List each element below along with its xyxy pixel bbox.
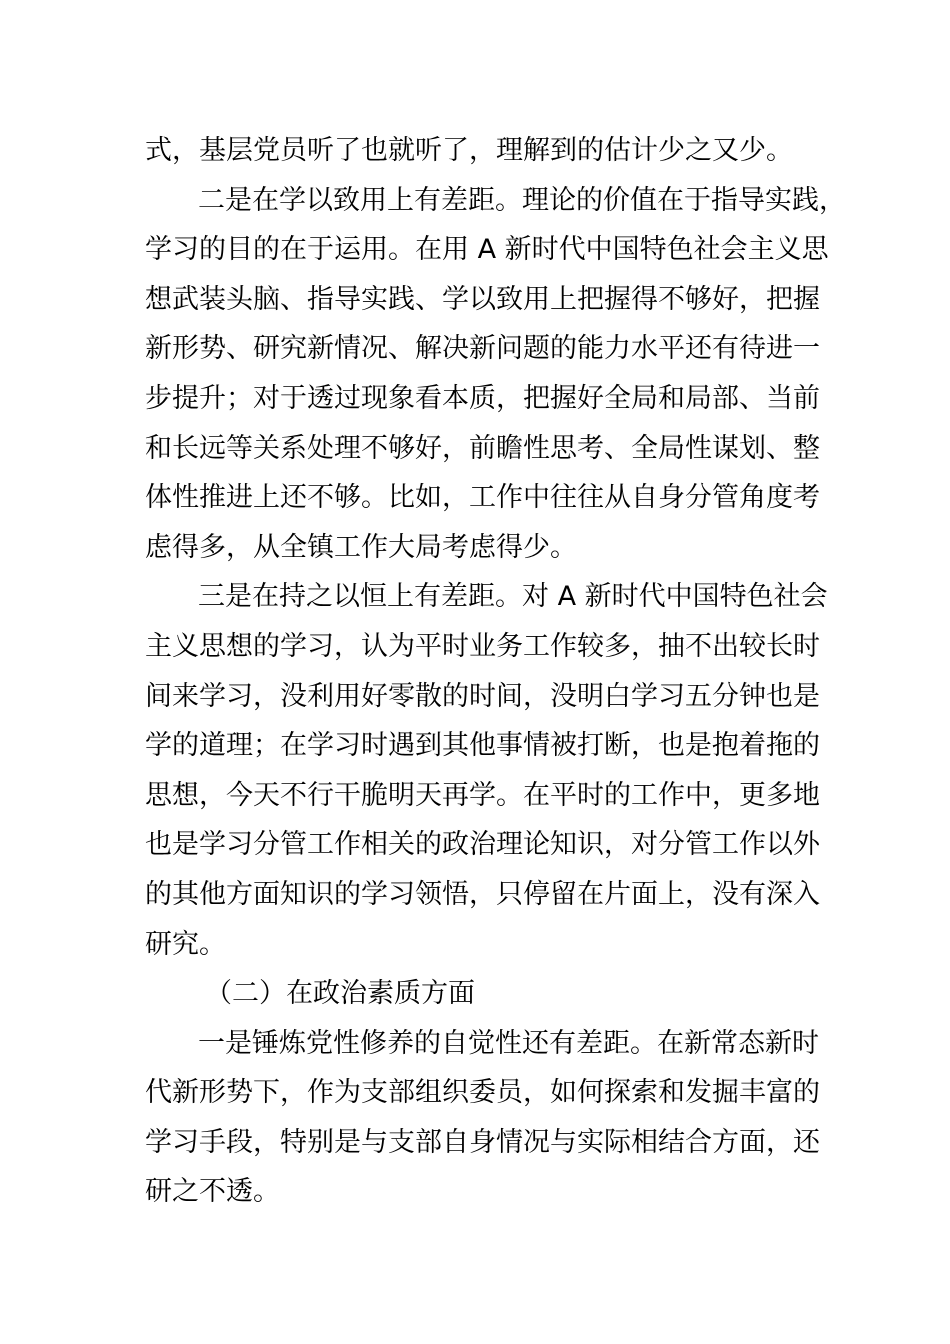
text-line: 也是学习分管工作相关的政治理论知识，对分管工作以外 xyxy=(145,829,820,861)
text-line: 间来学习，没利用好零散的时间，没明白学习五分钟也是 xyxy=(145,680,820,712)
text-line: 虑得多，从全镇工作大局考虑得少。 xyxy=(145,531,577,563)
text-line: 新形势、研究新情况、解决新问题的能力水平还有待进一 xyxy=(145,333,820,365)
text-line: 式，基层党员听了也就听了，理解到的估计少之又少。 xyxy=(145,135,793,166)
paragraph-start-line: 三是在持之以恒上有差距。对 A 新时代中国特色社会 xyxy=(198,581,828,613)
text-line: 和长远等关系处理不够好，前瞻性思考、全局性谋划、整 xyxy=(145,432,820,464)
text-line: 研究。 xyxy=(145,928,226,960)
text-line: 的其他方面知识的学习领悟，只停留在片面上，没有深入 xyxy=(145,878,820,910)
paragraph-start-line: 二是在学以致用上有差距。理论的价值在于指导实践， xyxy=(198,184,846,216)
text-line: 学的道理；在学习时遇到其他事情被打断，也是抱着拖的 xyxy=(145,730,820,762)
text-line: 主义思想的学习，认为平时业务工作较多，抽不出较长时 xyxy=(145,630,820,662)
document-body xyxy=(145,126,846,1217)
text-line: 代新形势下，作为支部组织委员，如何探索和发掘丰富的 xyxy=(145,1077,820,1109)
text-line: 步提升；对于透过现象看本质，把握好全局和局部、当前 xyxy=(145,382,820,414)
text-line: 学习手段，特别是与支部自身情况与实际相结合方面，还 xyxy=(145,1126,820,1158)
paragraph-start-line: 一是锤炼党性修养的自觉性还有差距。在新常态新时 xyxy=(198,1027,819,1059)
text-line: 想武装头脑、指导实践、学以致用上把握得不够好，把握 xyxy=(145,283,820,315)
section-heading: （二）在政治素质方面 xyxy=(205,978,475,1010)
text-line: 体性推进上还不够。比如，工作中往往从自身分管角度考 xyxy=(145,482,820,514)
text-line: 研之不透。 xyxy=(145,1176,280,1208)
text-line: 思想，今天不行干脆明天再学。在平时的工作中，更多地 xyxy=(145,779,820,811)
text-line: 学习的目的在于运用。在用 A 新时代中国特色社会主义思 xyxy=(145,234,829,266)
